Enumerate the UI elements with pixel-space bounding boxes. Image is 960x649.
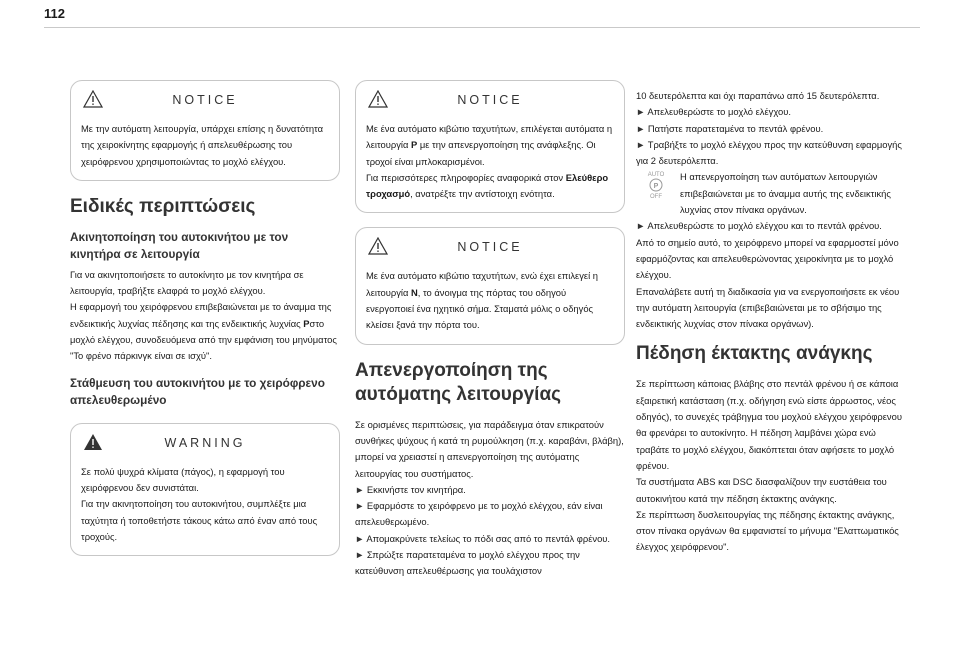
step-text: Απελευθερώστε το μοχλό ελέγχου και το πεντάλ φρένου. [647, 220, 882, 232]
warning-text-b: Για την ακινητοποίηση του αυτοκινήτου, συμπλέξτε μια ταχύτητα ή τοποθετήστε τάκους κάτω από έναν από τους τροχούς. [81, 498, 318, 542]
notice-neutral-text-start: Με ένα αυτόματο κιβώτιο ταχυτήτων, ενώ έχει επιλεγεί η λειτουργία [366, 270, 598, 298]
bullet-arrow-icon: ► [636, 138, 646, 150]
notice-auto-text-b-start: Για περισσότερες πληροφορίες αναφορικά στον [366, 171, 564, 183]
notice-auto-text-b-end: , ανατρέξτε την αντίστοιχη ενότητα. [410, 188, 555, 200]
page-number: 112 [44, 6, 65, 21]
subheading-engine-running: Ακινητοποίηση του αυτοκινήτου με τον κινητήρα σε λειτουργία [70, 229, 289, 261]
deactivate-body [355, 417, 625, 580]
step-item [636, 104, 906, 120]
heading-special-cases: Ειδικές περιπτώσεις [70, 195, 256, 217]
header-rule [44, 27, 920, 28]
step-item [636, 137, 906, 170]
warning-text-a: Σε πολύ ψυχρά κλίματα (πάγος), η εφαρμογή του χειρόφρενου δεν συνιστάται. [81, 465, 285, 493]
notice-box-neutral [355, 227, 625, 344]
auto-off-text: Η απενεργοποίηση των αυτόματων λειτουργιών επιβεβαιώνεται με το άναμμα αυτής της ενδεικτικής λυχνίας στον πίνακα οργάνων. [680, 171, 891, 216]
svg-text:P: P [653, 183, 659, 191]
p-indicator-label: P [303, 317, 310, 329]
notice-auto-text-a-start: Με ένα αυτόματο κιβώτιο ταχυτήτων, επιλέγεται αυτόματα η λειτουργία [366, 123, 613, 151]
notice-auto-text-b [366, 170, 614, 203]
warning-title: WARNING [164, 435, 246, 450]
bullet-arrow-icon: ► [636, 122, 646, 134]
heading-emergency-braking: Πέδηση έκτακτης ανάγκης [636, 343, 873, 365]
step-text: Τραβήξτε το μοχλό ελέγχου προς την κατεύθυνση εφαρμογής για 2 δευτερόλεπτα. [636, 138, 902, 167]
deactivate-step [355, 547, 625, 580]
notice-auto-text-a [366, 121, 614, 170]
notice-text: Με την αυτόματη λειτουργία, υπάρχει επίσης η δυνατότητα της χειροκίνητης εφαρμογής ή απελευθέρωσης του χειρόφρενου χρησιμοποιώντας το μοχλό ελέγχου. [81, 123, 324, 167]
subheading-parking-released: Στάθμευση του αυτοκινήτου με το χειρόφρενο απελευθερωμένο [70, 375, 325, 407]
notice-title: NOTICE [457, 240, 523, 255]
emergency-text-c: Σε περίπτωση δυσλειτουργίας της πέδησης έκτακτης ανάγκης, στον πίνακα οργάνων θα εμφανιστεί το μήνυμα "Ελαττωματικός έλεγχος χειρόφρενου". [636, 508, 899, 553]
notice-box-auto-gearbox [355, 80, 625, 213]
auto-off-indicator-icon [636, 169, 676, 199]
warning-box [70, 423, 340, 556]
emergency-body [636, 376, 906, 555]
notice-title: NOTICE [172, 93, 238, 107]
deactivate-intro: Σε ορισμένες περιπτώσεις, για παράδειγμα όταν επικρατούν συνθήκες ψύχους ή κατά τη ρυμούλκηση (π.χ. καραβάνι, βλάβη), μπορεί να χρειαστεί η απενεργοποίηση της αυτόματης λειτουργίας του συστήματος. [355, 418, 624, 479]
deactivate-step [355, 498, 625, 531]
engine-running-text-b-end: στο μοχλό ελέγχου, συνοδευόμενα από την εμφάνιση του μηνύματος "Το φρένο πάρκινγκ είναι σε ισχύ". [70, 317, 337, 362]
bullet-arrow-icon: ► [636, 106, 646, 118]
notice-neutral-text [366, 268, 614, 333]
column-3 [636, 88, 906, 556]
deactivate-step [355, 482, 625, 498]
emergency-text-a: Σε περίπτωση κάποιας βλάβης στο πεντάλ φρένου ή σε κάποια εξαιρετική κατάσταση (π.χ. οδήγηση ενώ είστε άρρωστος, νέος οδηγός), το συνεχές τράβηγμα του μοχλού ελέγχου χειρόφρενου θα φρενάρει το αυτοκίνητο. Η πέδηση λαμβάνει χώρα ενώ τραβάτε το μοχλό ελέγχου, διακόπτεται όταν αφήσετε το μοχλό φρένου. [636, 378, 902, 471]
bullet-arrow-icon: ► [355, 483, 365, 495]
para-repeat: Επαναλάβετε αυτή τη διαδικασία για να ενεργοποιήσετε εκ νέου την αυτόματη λειτουργία (επιβεβαιώνεται με το σβήσιμο της ενδεικτικής λυχνίας στον πίνακα οργάνων). [636, 285, 900, 330]
p-mode-label: P [411, 139, 418, 151]
step-text: Απελευθερώστε το μοχλό ελέγχου. [647, 106, 791, 118]
step-text: Πατήστε παρατεταμένα το πεντάλ φρένου. [647, 122, 824, 134]
notice-neutral-text-end: , το άνοιγμα της πόρτας του οδηγού ενεργοποιεί ένα ηχητικό σήμα. Σταματά μόλις ο οδηγός κλείσει ξανά την πόρτα του. [366, 286, 594, 331]
bullet-arrow-icon: ► [636, 220, 646, 232]
notice-box [70, 80, 340, 181]
bullet-arrow-icon: ► [355, 532, 365, 544]
step-item [636, 218, 906, 234]
step-text: Σπρώξτε παρατεταμένα το μοχλό ελέγχου προς την κατεύθυνση απελευθέρωσης για τουλάχιστον [355, 549, 580, 577]
notice-auto-text-a-end: με την απενεργοποίηση της ανάφλεξης. Οι τροχοί είναι μπλοκαρισμένοι. [366, 139, 596, 167]
emergency-text-b: Τα συστήματα ABS και DSC διασφαλίζουν την ευστάθεια του αυτοκινήτου κατά την πέδηση έκτακτης ανάγκης. [636, 476, 887, 504]
duration-text: 10 δευτερόλεπτα και όχι παραπάνω από 15 δευτερόλεπτα. [636, 90, 880, 101]
free-wheeling-label: Ελεύθερο τροχασμό [366, 171, 609, 200]
column-3-body [636, 88, 906, 332]
step-text: Απομακρύνετε τελείως το πόδι σας από το πεντάλ φρένου. [366, 532, 611, 544]
deactivate-step [355, 531, 625, 547]
heading-deactivate-auto: Απενεργοποίηση της αυτόματης λειτουργίας [355, 359, 562, 405]
para-manual-only: Από το σημείο αυτό, το χειρόφρενο μπορεί να εφαρμοστεί μόνο εφαρμόζοντας και απελευθερώνοντας χειροκίνητα με το μοχλό ελέγχου. [636, 236, 899, 281]
bullet-arrow-icon: ► [355, 549, 365, 561]
engine-running-body [70, 267, 340, 365]
bullet-arrow-icon: ► [355, 500, 365, 512]
auto-icon-bottom-label: OFF [650, 194, 662, 200]
engine-running-text-b-start: Η εφαρμογή του χειρόφρενου επιβεβαιώνεται με το άναμμα της ενδεικτικής λυχνίας πέδησης και της ενδεικτικής λυχνίας [70, 301, 332, 329]
n-mode-label: N [411, 286, 418, 298]
auto-icon-top-label: AUTO [647, 172, 665, 179]
step-text: Εκκινήστε τον κινητήρα. [366, 483, 466, 495]
engine-running-text-b [70, 299, 340, 364]
notice-title: NOTICE [457, 93, 523, 107]
step-text: Εφαρμόστε το χειρόφρενο με το μοχλό ελέγχου, εάν είναι απελευθερωμένο. [355, 500, 603, 528]
step-item [636, 121, 906, 137]
column-2 [355, 80, 625, 580]
auto-off-row [636, 169, 906, 218]
column-1 [70, 80, 340, 570]
engine-running-text-a: Για να ακινητοποιήσετε το αυτοκίνητο με τον κινητήρα σε λειτουργία, τραβήξτε ελαφρά το μοχλό ελέγχου. [70, 268, 304, 297]
